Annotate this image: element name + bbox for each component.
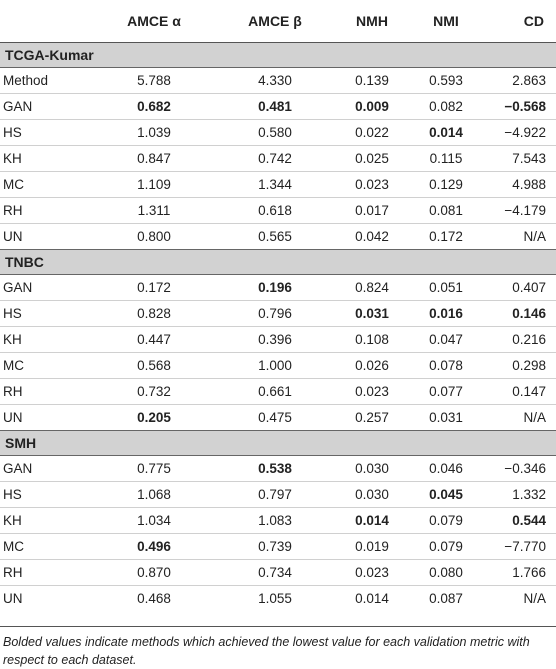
header-row — [0, 0, 556, 43]
table-row — [0, 508, 556, 534]
section-title: TCGA-Kumar — [0, 43, 556, 68]
section-title: SMH — [0, 431, 556, 456]
cd-cell: 0.147 — [486, 379, 556, 405]
nmi-cell: 0.045 — [406, 482, 486, 508]
method-cell: MC — [0, 172, 96, 198]
method-cell: HS — [0, 301, 96, 327]
header-amce-beta: AMCE β — [212, 0, 338, 43]
nmh-cell: 0.257 — [355, 410, 389, 425]
amce-alpha-cell: 1.034 — [96, 508, 212, 534]
amce-alpha-cell: 5.788 — [96, 68, 212, 94]
nmi-cell: 0.082 — [406, 94, 486, 120]
amce-alpha-cell: 0.468 — [137, 591, 171, 606]
amce-alpha-cell: 0.172 — [96, 275, 212, 301]
header-method — [0, 0, 96, 43]
header-nmi: NMI — [406, 0, 486, 43]
cd-cell: 4.988 — [486, 172, 556, 198]
method-cell: UN — [3, 410, 23, 425]
cd-cell: −0.568 — [486, 94, 556, 120]
cd-cell: −7.770 — [486, 534, 556, 560]
nmh-cell: 0.023 — [338, 560, 406, 586]
nmh-cell: 0.023 — [338, 379, 406, 405]
section-row — [0, 431, 556, 456]
nmi-cell: 0.172 — [429, 229, 463, 244]
amce-alpha-cell: 0.732 — [96, 379, 212, 405]
header-cd: CD — [486, 0, 556, 43]
section-row — [0, 250, 556, 275]
amce-beta-cell: 1.344 — [212, 172, 338, 198]
cd-cell: 0.298 — [486, 353, 556, 379]
nmh-cell: 0.030 — [338, 482, 406, 508]
amce-alpha-cell: 1.311 — [96, 198, 212, 224]
amce-beta-cell: 0.565 — [258, 229, 292, 244]
nmi-cell: 0.051 — [406, 275, 486, 301]
amce-alpha-cell: 0.568 — [96, 353, 212, 379]
nmi-cell: 0.047 — [406, 327, 486, 353]
table-row — [0, 68, 556, 94]
table-row — [0, 301, 556, 327]
amce-alpha-cell: 1.068 — [96, 482, 212, 508]
table-row — [0, 327, 556, 353]
table-row — [0, 94, 556, 120]
nmi-cell: 0.593 — [406, 68, 486, 94]
nmh-cell: 0.022 — [338, 120, 406, 146]
cd-cell: 7.543 — [486, 146, 556, 172]
nmh-cell: 0.108 — [338, 327, 406, 353]
nmi-cell: 0.077 — [406, 379, 486, 405]
cd-cell: 1.332 — [486, 482, 556, 508]
amce-alpha-cell: 0.828 — [96, 301, 212, 327]
method-cell: MC — [0, 353, 96, 379]
nmh-cell: 0.014 — [355, 591, 389, 606]
amce-beta-cell: 0.481 — [212, 94, 338, 120]
method-cell: Method — [0, 68, 96, 94]
method-cell: GAN — [0, 275, 96, 301]
table-row — [0, 456, 556, 482]
cd-cell: N/A — [523, 591, 546, 606]
method-cell: RH — [0, 198, 96, 224]
nmi-cell: 0.129 — [406, 172, 486, 198]
nmi-cell: 0.016 — [406, 301, 486, 327]
nmh-cell: 0.139 — [338, 68, 406, 94]
table-row — [0, 534, 556, 560]
method-cell: KH — [0, 508, 96, 534]
nmi-cell: 0.031 — [429, 410, 463, 425]
amce-alpha-cell: 1.039 — [96, 120, 212, 146]
method-cell: KH — [0, 327, 96, 353]
amce-alpha-cell: 0.800 — [137, 229, 171, 244]
table-row — [0, 586, 556, 612]
nmh-cell: 0.019 — [338, 534, 406, 560]
amce-alpha-cell: 0.847 — [96, 146, 212, 172]
nmh-cell: 0.042 — [355, 229, 389, 244]
nmh-cell: 0.025 — [338, 146, 406, 172]
amce-alpha-cell: 0.447 — [96, 327, 212, 353]
method-cell: GAN — [0, 94, 96, 120]
nmi-cell: 0.080 — [406, 560, 486, 586]
table-row — [0, 560, 556, 586]
table-row — [0, 198, 556, 224]
nmi-cell: 0.079 — [406, 534, 486, 560]
amce-beta-cell: 0.196 — [212, 275, 338, 301]
amce-beta-cell: 4.330 — [212, 68, 338, 94]
nmi-cell: 0.014 — [406, 120, 486, 146]
amce-beta-cell: 0.661 — [212, 379, 338, 405]
method-cell: RH — [0, 560, 96, 586]
cd-cell: N/A — [523, 229, 546, 244]
amce-alpha-cell: 0.496 — [96, 534, 212, 560]
amce-beta-cell: 0.742 — [212, 146, 338, 172]
amce-beta-cell: 0.734 — [212, 560, 338, 586]
cd-cell: −4.922 — [486, 120, 556, 146]
method-cell: KH — [0, 146, 96, 172]
cd-cell: −4.179 — [486, 198, 556, 224]
nmh-cell: 0.031 — [338, 301, 406, 327]
amce-beta-cell: 0.797 — [212, 482, 338, 508]
method-cell: MC — [0, 534, 96, 560]
amce-beta-cell: 0.580 — [212, 120, 338, 146]
amce-alpha-cell: 0.870 — [96, 560, 212, 586]
table-row — [0, 405, 556, 431]
amce-beta-cell: 0.739 — [212, 534, 338, 560]
amce-alpha-cell: 0.205 — [137, 410, 171, 425]
table-body — [0, 43, 556, 612]
nmi-cell: 0.081 — [406, 198, 486, 224]
amce-alpha-cell: 0.682 — [96, 94, 212, 120]
amce-alpha-cell: 1.109 — [96, 172, 212, 198]
amce-beta-cell: 0.475 — [258, 410, 292, 425]
table-row — [0, 275, 556, 301]
cd-cell: −0.346 — [486, 456, 556, 482]
nmh-cell: 0.824 — [338, 275, 406, 301]
cd-cell: 0.146 — [486, 301, 556, 327]
nmi-cell: 0.046 — [406, 456, 486, 482]
nmh-cell: 0.017 — [338, 198, 406, 224]
method-cell: HS — [0, 482, 96, 508]
cd-cell: 2.863 — [486, 68, 556, 94]
method-cell: GAN — [0, 456, 96, 482]
table-row — [0, 353, 556, 379]
amce-beta-cell: 1.055 — [258, 591, 292, 606]
amce-beta-cell: 1.083 — [212, 508, 338, 534]
nmi-cell: 0.087 — [429, 591, 463, 606]
table-row — [0, 172, 556, 198]
table-footnote: Bolded values indicate methods which achieved the lowest value for each validation metric with respect to each dataset. — [0, 626, 556, 669]
cd-cell: 0.544 — [486, 508, 556, 534]
table-row — [0, 379, 556, 405]
nmi-cell: 0.079 — [406, 508, 486, 534]
section-title: TNBC — [0, 250, 556, 275]
method-cell: UN — [3, 229, 23, 244]
nmh-cell: 0.026 — [338, 353, 406, 379]
header-amce-alpha: AMCE α — [96, 0, 212, 43]
table-row — [0, 120, 556, 146]
table-row — [0, 224, 556, 250]
table-row — [0, 146, 556, 172]
nmh-cell: 0.023 — [338, 172, 406, 198]
nmh-cell: 0.009 — [338, 94, 406, 120]
section-row — [0, 43, 556, 68]
method-cell: HS — [0, 120, 96, 146]
nmh-cell: 0.014 — [338, 508, 406, 534]
amce-beta-cell: 0.538 — [212, 456, 338, 482]
method-cell: UN — [3, 591, 23, 606]
amce-beta-cell: 0.396 — [212, 327, 338, 353]
table-row — [0, 482, 556, 508]
header-nmh: NMH — [338, 0, 406, 43]
cd-cell: 1.766 — [486, 560, 556, 586]
amce-beta-cell: 0.796 — [212, 301, 338, 327]
cd-cell: 0.216 — [486, 327, 556, 353]
amce-beta-cell: 1.000 — [212, 353, 338, 379]
cd-cell: 0.407 — [486, 275, 556, 301]
cd-cell: N/A — [523, 410, 546, 425]
method-cell: RH — [0, 379, 96, 405]
amce-alpha-cell: 0.775 — [96, 456, 212, 482]
amce-beta-cell: 0.618 — [212, 198, 338, 224]
nmh-cell: 0.030 — [338, 456, 406, 482]
nmi-cell: 0.078 — [406, 353, 486, 379]
nmi-cell: 0.115 — [406, 146, 486, 172]
